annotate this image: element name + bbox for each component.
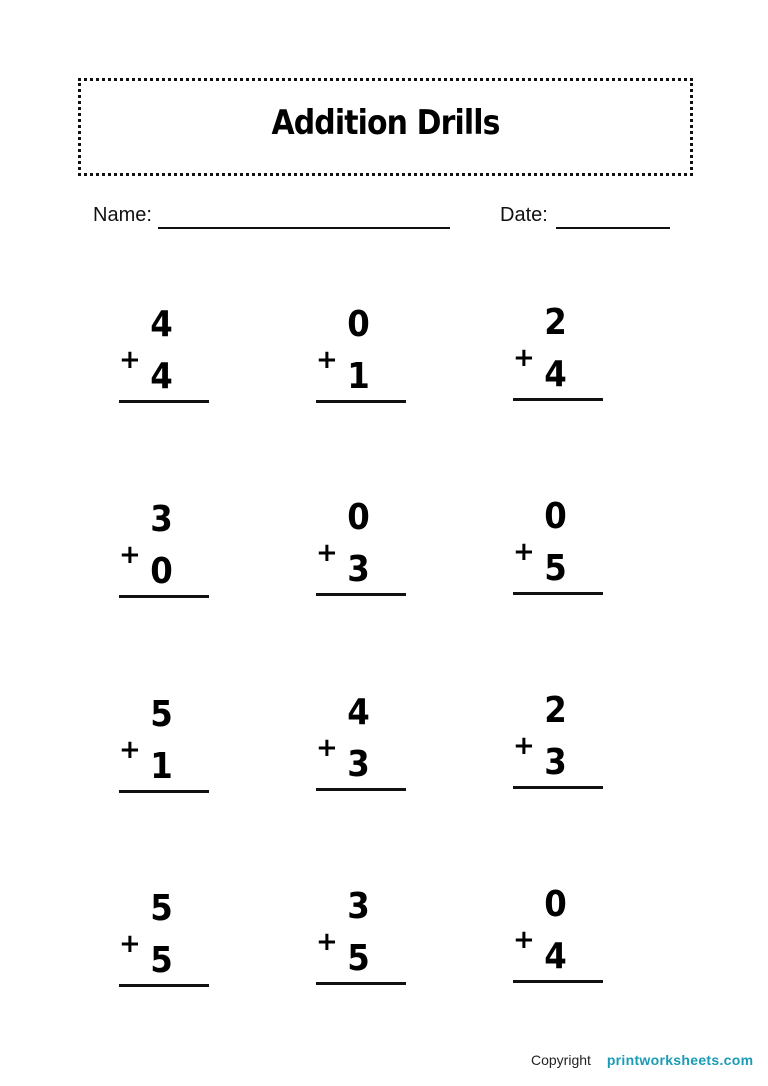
answer-line[interactable] bbox=[513, 592, 603, 595]
answer-line[interactable] bbox=[513, 786, 603, 789]
plus-icon: + bbox=[119, 345, 141, 375]
problem-3 bbox=[513, 302, 608, 405]
addend-top: 4 bbox=[150, 304, 173, 345]
plus-icon: + bbox=[316, 538, 338, 568]
footer bbox=[531, 1052, 753, 1068]
addend-top: 0 bbox=[347, 497, 370, 538]
answer-line[interactable] bbox=[119, 400, 209, 403]
plus-icon: + bbox=[513, 925, 535, 955]
addend-top: 4 bbox=[347, 692, 370, 733]
plus-icon: + bbox=[513, 731, 535, 761]
addend-top: 2 bbox=[544, 690, 567, 731]
date-label: Date: bbox=[500, 204, 548, 226]
problem-9 bbox=[513, 690, 608, 793]
name-field-line[interactable] bbox=[158, 227, 450, 229]
plus-icon: + bbox=[119, 929, 141, 959]
answer-line[interactable] bbox=[316, 593, 406, 596]
plus-icon: + bbox=[119, 735, 141, 765]
addend-top: 5 bbox=[150, 888, 173, 929]
problem-10 bbox=[119, 888, 214, 991]
problem-11 bbox=[316, 886, 411, 989]
addend-bottom: 3 bbox=[544, 742, 567, 783]
title-box bbox=[78, 78, 693, 176]
problem-8 bbox=[316, 692, 411, 795]
addend-bottom: 4 bbox=[150, 356, 173, 397]
addend-top: 5 bbox=[150, 694, 173, 735]
addend-bottom: 5 bbox=[544, 548, 567, 589]
addend-top: 2 bbox=[544, 302, 567, 343]
plus-icon: + bbox=[316, 345, 338, 375]
problem-5 bbox=[316, 497, 411, 600]
answer-line[interactable] bbox=[316, 788, 406, 791]
addend-top: 3 bbox=[150, 499, 173, 540]
plus-icon: + bbox=[119, 540, 141, 570]
problem-1 bbox=[119, 304, 214, 407]
problem-6 bbox=[513, 496, 608, 599]
problem-4 bbox=[119, 499, 214, 602]
date-field-line[interactable] bbox=[556, 227, 670, 229]
answer-line[interactable] bbox=[513, 398, 603, 401]
addend-bottom: 3 bbox=[347, 744, 370, 785]
problem-2 bbox=[316, 304, 411, 407]
addend-top: 3 bbox=[347, 886, 370, 927]
site-link[interactable]: printworksheets.com bbox=[606, 1052, 754, 1068]
addend-top: 0 bbox=[544, 884, 567, 925]
addend-bottom: 1 bbox=[150, 746, 173, 787]
addend-top: 0 bbox=[544, 496, 567, 537]
addend-bottom: 4 bbox=[544, 354, 567, 395]
addend-bottom: 3 bbox=[347, 549, 370, 590]
plus-icon: + bbox=[513, 343, 535, 373]
page-title: Addition Drills bbox=[271, 103, 500, 143]
addend-bottom: 1 bbox=[347, 356, 370, 397]
plus-icon: + bbox=[513, 537, 535, 567]
addend-top: 0 bbox=[347, 304, 370, 345]
answer-line[interactable] bbox=[513, 980, 603, 983]
problem-7 bbox=[119, 694, 214, 797]
plus-icon: + bbox=[316, 733, 338, 763]
name-label: Name: bbox=[93, 204, 152, 226]
answer-line[interactable] bbox=[119, 595, 209, 598]
answer-line[interactable] bbox=[119, 984, 209, 987]
addend-bottom: 5 bbox=[347, 938, 370, 979]
copyright-text: Copyright bbox=[531, 1052, 591, 1068]
answer-line[interactable] bbox=[316, 400, 406, 403]
answer-line[interactable] bbox=[119, 790, 209, 793]
addend-bottom: 4 bbox=[544, 936, 567, 977]
addend-bottom: 0 bbox=[150, 551, 173, 592]
problem-12 bbox=[513, 884, 608, 987]
plus-icon: + bbox=[316, 927, 338, 957]
addend-bottom: 5 bbox=[150, 940, 173, 981]
answer-line[interactable] bbox=[316, 982, 406, 985]
